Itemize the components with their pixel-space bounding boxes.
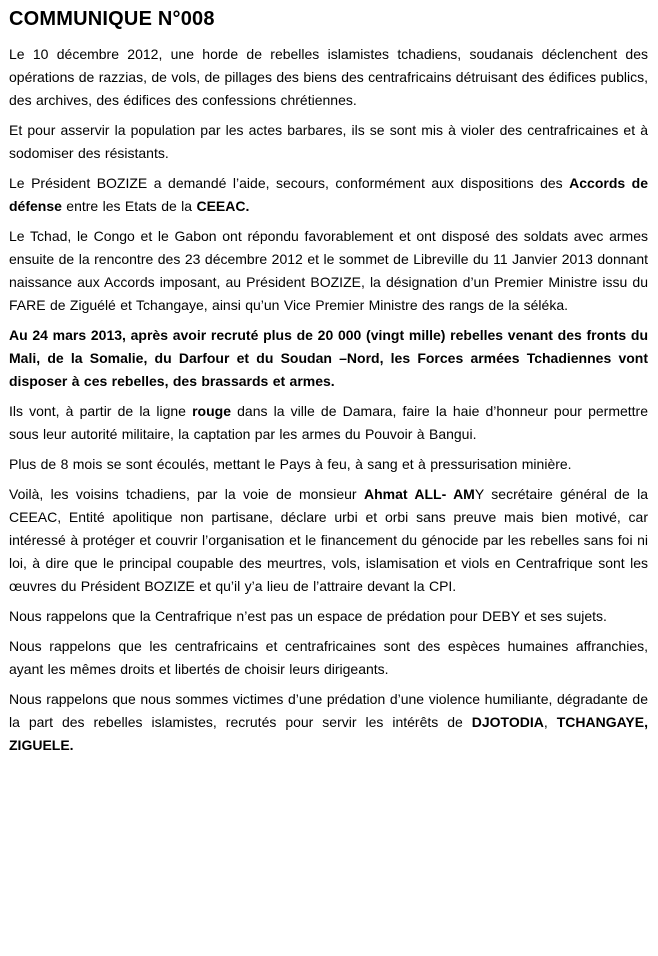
text-run: Le Tchad, le Congo et le Gabon ont répondu favorablement et ont disposé des soldats avec armes ensuite de la rencontre des 23 décembre 2012 et le sommet de Libreville du 11 Janvier 2013 donnant naissance aux Accords imposant, au Président BOZIZE, la désignation d’un Premier Ministre issu du FARE de Ziguélé et Tchangaye, ainsi qu’un Vice Premier Ministre des rangs de la séléka. [9,228,648,313]
paragraph [9,688,648,757]
paragraph [9,43,648,112]
text-run: Nous rappelons que la Centrafrique n’est pas un espace de prédation pour DEBY et ses sujets. [9,608,607,624]
text-run: Nous rappelons que nous sommes victimes d’une prédation d’une violence humiliante, dégradante de la part des rebelles islamistes, recrutés pour servir les intérêts de [9,691,648,730]
text-run: Ils vont, à partir de la ligne [9,403,193,419]
bold-text-run: DJOTODIA [471,714,544,730]
text-run: Y secrétaire général de la CEEAC, Entité apolitique non partisane, déclare urbi et orbi sans preuve mais bien motivé, car intéressé à protéger et couvrir l’organisation et le financement du génocide par les rebelles sans foi ni loi, à dire que le principal coupable des meurtres, vols, islamisation et viols en Centrafrique sont les œuvres du Président BOZIZE et qu’il y’a lieu de l’attraire devant la CPI. [9,486,648,594]
paragraph [9,119,648,165]
paragraph [9,453,648,476]
text-run: Et pour asservir la population par les actes barbares, ils se sont mis à violer des centrafricaines et à sodomiser des résistants. [9,122,648,161]
text-run: dans la ville de Damara, faire la haie d’honneur pour permettre sous leur autorité militaire, la captation par les armes du Pouvoir à Bangui. [9,403,649,442]
paragraph [9,324,648,393]
paragraph [9,225,648,317]
text-run: Voilà, les voisins tchadiens, par la voie de monsieur [9,486,364,502]
text-run: Nous rappelons que les centrafricains et centrafricaines sont des espèces humaines affranchies, ayant les mêmes droits et libertés de choisir leurs dirigeants. [9,638,648,677]
bold-text-run: CEEAC. [196,198,250,214]
paragraph [9,483,648,598]
text-run: Le Président BOZIZE a demandé l’aide, secours, conformément aux dispositions des [9,175,570,191]
bold-text-run: Ahmat ALL- AM [363,486,475,502]
paragraph [9,635,648,681]
bold-text-run: Au 24 mars 2013, après avoir recruté plus de 20 000 (vingt mille) rebelles venant des fronts du Mali, de la Somalie, du Darfour et du Soudan –Nord, les Forces armées Tchadiennes vont disposer à ces rebelles, des brassards et armes. [9,327,648,389]
text-run: Le 10 décembre 2012, une horde de rebelles islamistes tchadiens, soudanais déclenchent des opérations de razzias, de vols, de pillages des biens des centrafricains détruisant des édifices publics, des archives, des édifices des confessions chrétiennes. [9,46,648,108]
bold-text-run: Accords de défense [9,175,648,214]
document-body [9,43,648,757]
bold-text-run: rouge [192,403,231,419]
paragraph [9,400,648,446]
text-run: Plus de 8 mois se sont écoulés, mettant le Pays à feu, à sang et à pressurisation minière. [9,456,572,472]
text-run: , [543,714,557,730]
paragraph [9,172,648,218]
bold-text-run: TCHANGAYE, ZIGUELE. [9,714,648,753]
document-title: COMMUNIQUE N°008 [9,8,215,30]
text-run: entre les Etats de la [61,198,197,214]
paragraph [9,605,648,628]
